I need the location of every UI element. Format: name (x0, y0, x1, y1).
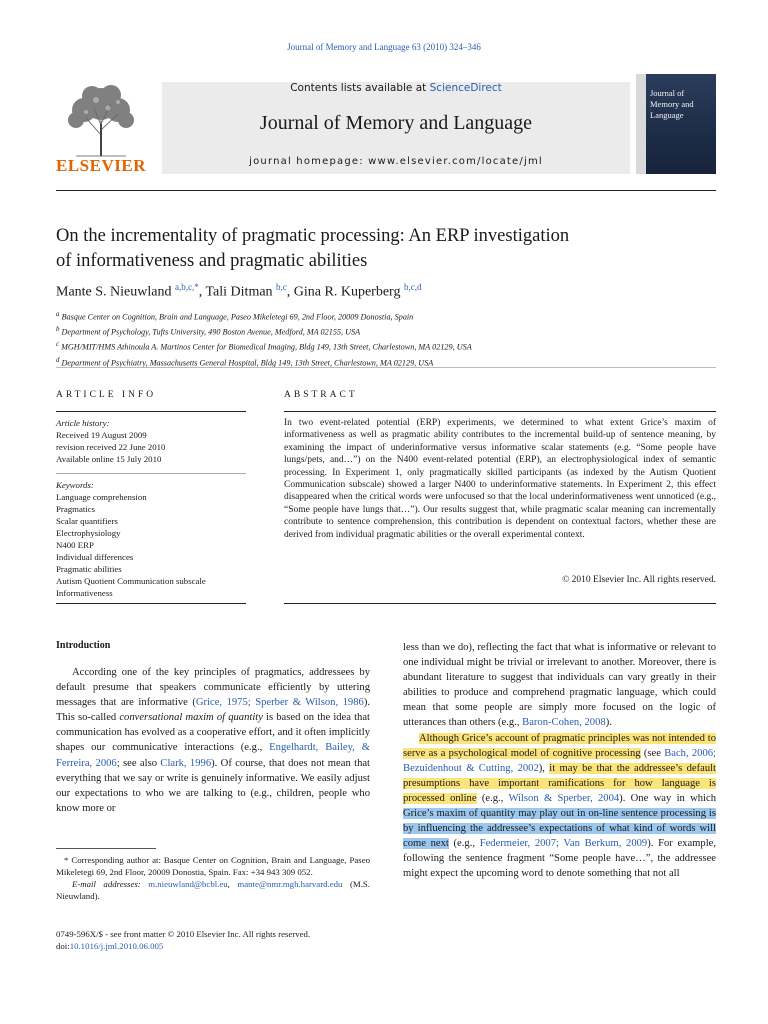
email-link[interactable]: mante@nmr.mgh.harvard.edu (237, 879, 343, 889)
email-separator: , (227, 879, 238, 889)
body-column-right (403, 640, 716, 882)
keyword-item: Pragmatics (56, 504, 96, 514)
keyword-item: Informativeness (56, 588, 113, 598)
paragraph (403, 640, 716, 731)
affiliations (56, 309, 716, 370)
citation-link[interactable]: Engelhardt, Bailey, & Ferreira, 2006 (56, 742, 370, 769)
citation-link[interactable]: Wilson & Sperber, 2004 (508, 792, 620, 804)
paragraph (403, 731, 716, 882)
header-divider (56, 190, 716, 191)
keywords (56, 479, 246, 599)
history-item: Received 19 August 2009 (56, 430, 147, 440)
author-affiliation-mark[interactable]: b,c,d (403, 282, 422, 292)
doi-label: doi: (56, 941, 70, 951)
text-run: ; see also (116, 757, 161, 769)
footnote (56, 854, 370, 902)
highlighted-text-blue[interactable]: Grice’s maxim of quantity may play out in on-line sentence processing is by influencing the addressee’s expectations of what kind of words will come next (403, 808, 716, 850)
author-name: Gina R. Kuperberg (293, 284, 401, 300)
email-addresses (56, 878, 370, 902)
journal-cover-spine (636, 74, 646, 174)
affiliation-item (56, 324, 716, 339)
affiliation-mark: b (56, 326, 60, 334)
article-title-line-2: of informativeness and pragmatic abilities (56, 251, 368, 271)
text-run: ), (538, 762, 550, 774)
text-run: According one of the key principles of pragmatics, addressees by default presume that speakers communicate efficiently by uttering messages that are informative ( (56, 667, 370, 709)
email-link[interactable]: m.nieuwland@bcbl.eu (148, 879, 228, 889)
affiliation-item (56, 339, 716, 354)
highlighted-text-yellow[interactable]: it may be that the addressee’s default presumptions have important ramifications for how language is processed online (403, 762, 717, 804)
author-affiliation-mark[interactable]: a,b,c,* (174, 282, 199, 292)
affiliation-text: Basque Center on Cognition, Brain and Language, Paseo Mikeletegi 69, 2nd Floor, 20009 Donostia, Spain (61, 312, 414, 322)
affiliation-mark: a (56, 311, 60, 318)
citation-link[interactable]: Baron-Cohen, 2008 (522, 717, 606, 729)
article-title (56, 224, 716, 274)
keyword-item: Language comprehension (56, 492, 147, 502)
contents-line (162, 82, 630, 94)
journal-homepage[interactable]: journal homepage: www.elsevier.com/locate/jml (249, 156, 543, 167)
keyword-item: Autism Quotient Communication subscale (56, 576, 206, 586)
keyword-item: N400 ERP (56, 540, 94, 550)
section-heading-introduction: Introduction (56, 640, 111, 651)
text-run: is based on the idea that communication has evolved as a cooperative effort, and it often implicitly shapes our communicative interactions (e.g., (56, 712, 370, 754)
text-run: (see (640, 747, 665, 759)
footnote-rule (56, 848, 156, 849)
author-separator: , (286, 284, 294, 300)
contents-prefix: Contents lists available at (290, 82, 430, 94)
email-suffix: (M.S. Nieuwland). (56, 879, 370, 901)
text-run: (e.g., (448, 838, 480, 850)
sciencedirect-link[interactable]: ScienceDirect (429, 82, 502, 94)
affiliation-text: Department of Psychiatry, Massachusetts General Hospital, Bldg 149, 13th Street, Charlestown, MA 02129, USA (61, 358, 434, 368)
text-run: (e.g., (476, 792, 509, 804)
author-list (56, 282, 716, 301)
corresponding-author-note: * Corresponding author at: Basque Center on Cognition, Brain and Language, Paseo Mikeletegi 69, 2nd Floor, 20009 Donostia, Spain. Fax: +34 943 309 052. (56, 855, 370, 877)
citation-link[interactable]: Federmeier, 2007; Van Berkum, 2009 (479, 838, 648, 850)
keywords-rule (56, 473, 246, 474)
author-affiliation-mark[interactable]: b,c (276, 282, 287, 292)
keyword-item: Electrophysiology (56, 528, 121, 538)
abstract-copyright: © 2010 Elsevier Inc. All rights reserved. (562, 575, 716, 585)
abstract-heading: ABSTRACT (284, 390, 358, 400)
text-run: less than we do), reflecting the fact that what is informative or relevant to one individual might be trivial or irrelevant to another. Moreover, there is abundant literature to suggest that individuals can vary greatly in their abilities to produce and comprehend pragmatic language, which could mean that some people are simply more focused on the logic of utterances than others (e.g., (403, 642, 716, 729)
abstract-text: In two event-related potential (ERP) experiments, we determined to what extent Grice’s maxim of informativeness as well as pragmatic ability contributes to the incremental build-up of sentence meaning, by examining the impact of underinformative versus informative scalar statements (e.g. “Some people have lungs/pets, and…”) on the N400 event-related potential (ERP), an electrophysiological index of semantic processing. In Experiment 1, only pragmatically skilled participants (as indexed by the Autism Quotient Communication subscale) showed a larger N400 to underinformative statements. In Experiment 2, this effect disappeared when the critical words were unfocused so that the local underinformativeness went unnoticed (e.g., “Some people have lungs that…”). Our results suggest that, while pragmatic scalar meaning can incrementally contribute to sentence comprehension, this contribution is dependent on contextual factors, whether these are derived from individual pragmatic abilities or the overall experimental context. (284, 418, 716, 540)
italic-term: conversational maxim of quantity (119, 712, 263, 724)
affiliations-divider (56, 367, 716, 368)
affiliation-item (56, 309, 716, 324)
article-history (56, 417, 246, 465)
doi-link[interactable]: 10.1016/j.jml.2010.06.005 (69, 941, 164, 951)
text-run: ). Of course, that does not mean that everything that we say or write is genuinely informative. We easily adjust our expectations to who we are talking to (e.g., children, people who know more or (56, 757, 371, 814)
affiliation-mark: c (56, 341, 60, 349)
citation-link[interactable]: Bach, 2006; Bezuidenhout & Cutting, 2002 (403, 747, 716, 774)
article-info-heading: ARTICLE INFO (56, 390, 157, 400)
keyword-item: Individual differences (56, 552, 134, 562)
keywords-label: Keywords: (56, 480, 94, 490)
affiliation-text: Department of Psychology, Tufts University, 490 Boston Avenue, Medford, MA 02155, USA (61, 327, 361, 337)
article-title-line-1: On the incrementality of pragmatic processing: An ERP investigation (56, 226, 570, 246)
email-label: E-mail addresses: (72, 879, 149, 889)
text-run: ). (605, 717, 612, 729)
abstract-bottom-rule (284, 603, 716, 604)
text-run: ). For example, following the sentence fragment “Some people have…”, the addressee might expect the upcoming word to denote something that not all (403, 838, 716, 880)
article-info-bottom-rule (56, 603, 246, 604)
abstract-rule (284, 411, 716, 412)
history-item: Available online 15 July 2010 (56, 454, 162, 464)
text-run: ). One way in which (619, 792, 717, 804)
journal-cover-title: Journal of Memory and Language (650, 88, 694, 120)
journal-title: Journal of Memory and Language (259, 112, 533, 134)
author-name: Mante S. Nieuwland (56, 284, 172, 300)
affiliation-text: MGH/MIT/HMS Athinoula A. Martinos Center for Biomedical Imaging, Bldg 149, 13th Street, Charlestown, MA 02129, USA (61, 343, 472, 353)
journal-reference[interactable]: Journal of Memory and Language 63 (2010) 324–346 (287, 42, 481, 52)
keyword-item: Scalar quantifiers (56, 516, 118, 526)
author-name: Tali Ditman (205, 284, 273, 300)
author-separator: , (198, 284, 206, 300)
paragraph (56, 665, 370, 816)
article-info-rule (56, 411, 246, 412)
affiliation-mark: d (56, 356, 60, 364)
issn-line: 0749-596X/$ - see front matter © 2010 Elsevier Inc. All rights reserved. (56, 929, 311, 939)
history-item: revision received 22 June 2010 (56, 442, 166, 452)
keyword-item: Pragmatic abilities (56, 564, 122, 574)
highlighted-text-yellow[interactable]: Although Grice’s account of pragmatic principles was not intended to serve as a psychological model of cognitive processing (403, 732, 716, 759)
doi-line (56, 940, 370, 952)
article-history-label: Article history: (56, 418, 110, 428)
publisher-name: ELSEVIER (56, 156, 146, 175)
front-matter-info (56, 928, 370, 952)
text-run: ). This so-called (56, 697, 370, 724)
citation-link[interactable]: Grice, 1975; Sperber & Wilson, 1986 (195, 697, 364, 709)
citation-link[interactable]: Clark, 1996 (160, 757, 212, 769)
body-column-left (56, 665, 370, 816)
